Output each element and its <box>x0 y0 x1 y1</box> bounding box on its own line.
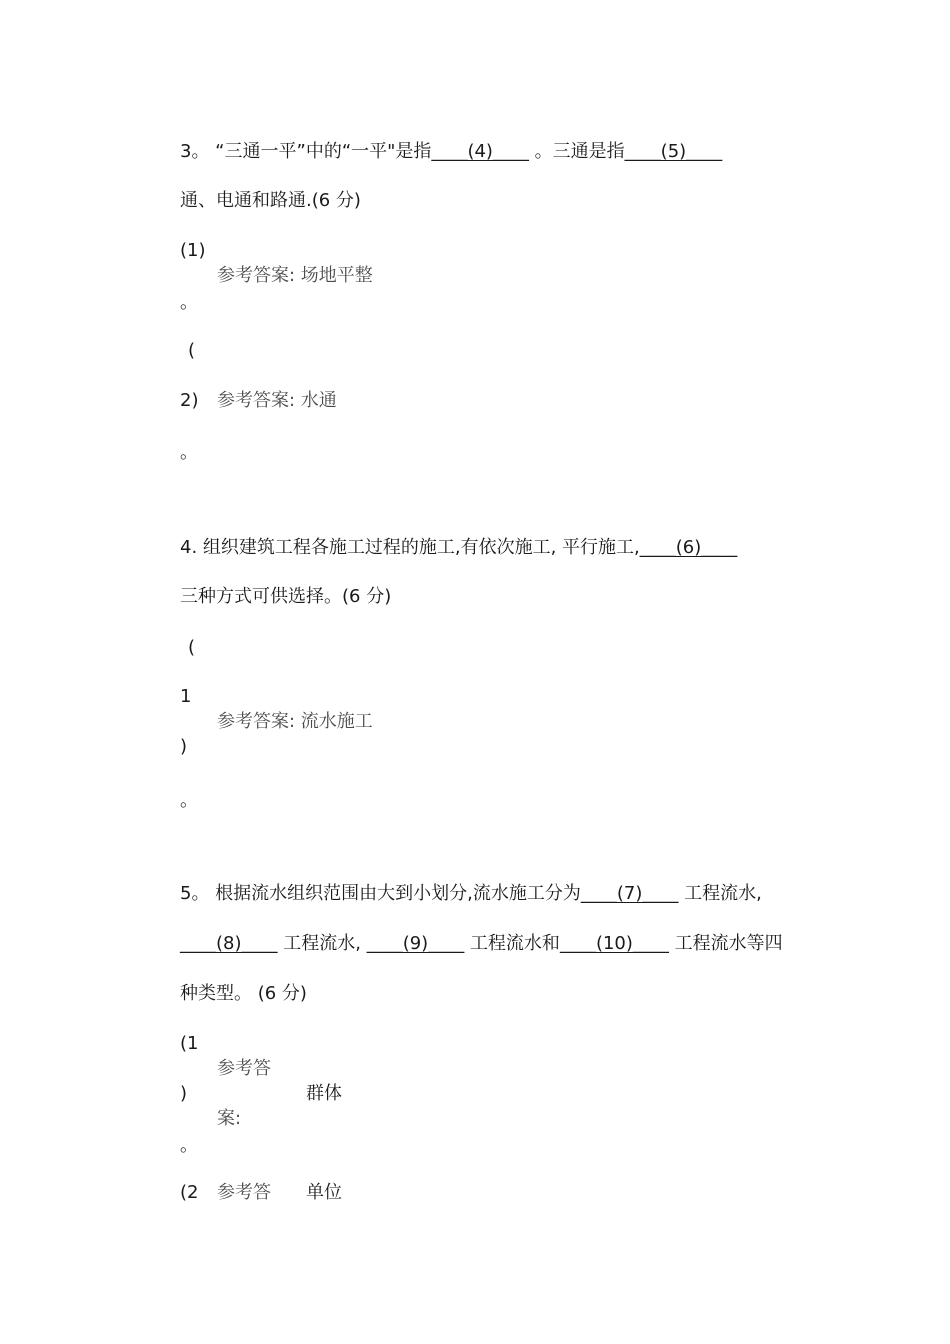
q4-line-1 <box>180 536 737 560</box>
q5-line-2 <box>180 932 783 956</box>
q3-answer-2-paren: ( <box>188 340 196 361</box>
q5-line-3: 种类型。 (6 分) <box>180 983 307 1004</box>
q3-answer-1-end: 。 <box>180 292 198 313</box>
q5-line-1 <box>180 882 762 906</box>
q3-answer-2-number: 2) <box>180 390 199 411</box>
q3-line-2: 通、电通和路通.(6 分) <box>180 190 361 211</box>
q4-answer-1-end: 。 <box>180 790 198 811</box>
q3-text-b: 。三通是指 <box>534 141 625 162</box>
q5-answer-1-answer: 群体 <box>306 1083 342 1104</box>
q5-text-e: 工程流水等四 <box>674 933 783 954</box>
q5-text-c: 工程流水, <box>283 933 361 954</box>
q5-text-d: 工程流水和 <box>469 933 560 954</box>
q5-answer-1-end: 。 <box>180 1135 198 1156</box>
q5-answer-2-number: (2 <box>180 1182 199 1203</box>
q5-text-b: 工程流水, <box>684 883 762 904</box>
q5-blank-10: ____(10)____ <box>559 933 669 954</box>
q4-answer-1-number: 1 <box>180 686 192 707</box>
q3-answer-1-number: (1) <box>180 240 206 261</box>
q5-answer-2-answer: 单位 <box>306 1182 342 1203</box>
q5-blank-8: ____(8)____ <box>180 933 278 954</box>
q4-line-2: 三种方式可供选择。(6 分) <box>180 586 392 607</box>
q5-answer-2-label-1: 参考答 <box>217 1182 271 1203</box>
q5-blank-9: ____(9)____ <box>366 933 465 954</box>
q4-answer-1-close: ) <box>180 736 188 757</box>
q4-answer-1-paren: ( <box>188 637 196 658</box>
q3-answer-2-end: 。 <box>180 442 198 463</box>
q3-answer-2-text: 参考答案: 水通 <box>217 390 337 411</box>
q4-answer-1-text: 参考答案: 流水施工 <box>217 711 373 732</box>
q4-blank-6: ____(6)____ <box>639 537 738 558</box>
q5-answer-1-label-1: 参考答 <box>217 1058 271 1079</box>
q3-blank-5: ____(5)____ <box>624 141 723 162</box>
q5-answer-1-number: (1 <box>180 1033 199 1054</box>
q3-text-a: 3。 “三通一平”中的“一平"是指 <box>180 141 432 162</box>
q5-answer-1-label-2: 案: <box>217 1108 242 1129</box>
q4-text-a: 4. 组织建筑工程各施工过程的施工,有依次施工, 平行施工, <box>180 537 640 558</box>
q3-blank-4: ____(4)____ <box>431 141 529 162</box>
q5-text-a: 5。 根据流水组织范围由大到小划分,流水施工分为 <box>180 883 581 904</box>
q5-blank-7: ____(7)____ <box>580 883 679 904</box>
q3-answer-1-text: 参考答案: 场地平整 <box>217 265 373 286</box>
q5-answer-1-close: ) <box>180 1083 188 1104</box>
q3-line-1 <box>180 140 722 164</box>
